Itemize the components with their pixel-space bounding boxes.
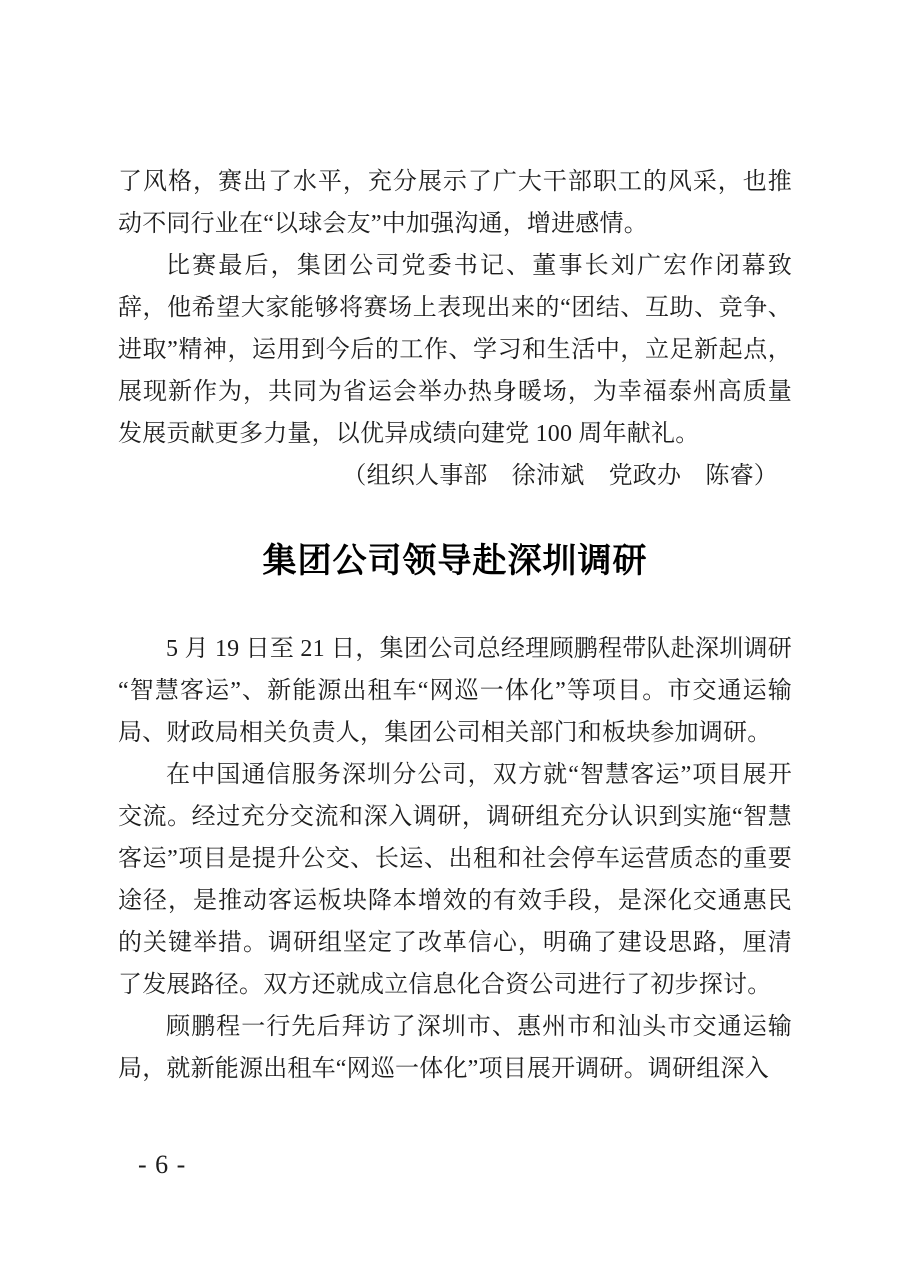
page-content: [118, 161, 792, 1090]
article-title: 集团公司领导赴深圳调研: [262, 543, 648, 580]
page-number: - 6 -: [138, 1150, 187, 1179]
closing-article-paragraph-continuation: 了风格，赛出了水平，充分展示了广大干部职工的风采，也推动不同行业在“以球会友”中加强沟通，增进感情。: [118, 169, 792, 237]
article-paragraph-1: 5 月 19 日至 21 日，集团公司总经理顾鹏程带队赴深圳调研“智慧客运”、新能源出租车“网巡一体化”等项目。市交通运输局、财政局相关负责人，集团公司相关部门和板块参加调研。: [118, 636, 792, 746]
closing-article-byline: （组织人事部 徐沛斌 党政办 陈睿）: [342, 463, 778, 489]
article-paragraph-2: 在中国通信服务深圳分公司，双方就“智慧客运”项目展开交流。经过充分交流和深入调研，调研组充分认识到实施“智慧客运”项目是提升公交、长运、出租和社会停车运营质态的重要途径，是推动客运板块降本增效的有效手段，是深化交通惠民的关键举措。调研组坚定了改革信心，明确了建设思路，厘清了发展路径。双方还就成立信息化合资公司进行了初步探讨。: [118, 762, 792, 998]
article-paragraph-3: 顾鹏程一行先后拜访了深圳市、惠州市和汕头市交通运输局，就新能源出租车“网巡一体化”项目展开调研。调研组深入: [118, 1014, 792, 1082]
closing-article-paragraph: 比赛最后，集团公司党委书记、董事长刘广宏作闭幕致辞，他希望大家能够将赛场上表现出来的“团结、互助、竞争、进取”精神，运用到今后的工作、学习和生活中，立足新起点，展现新作为，共同为省运会举办热身暖场，为幸福泰州高质量发展贡献更多力量，以优异成绩向建党 100 周年献礼。: [118, 253, 792, 447]
